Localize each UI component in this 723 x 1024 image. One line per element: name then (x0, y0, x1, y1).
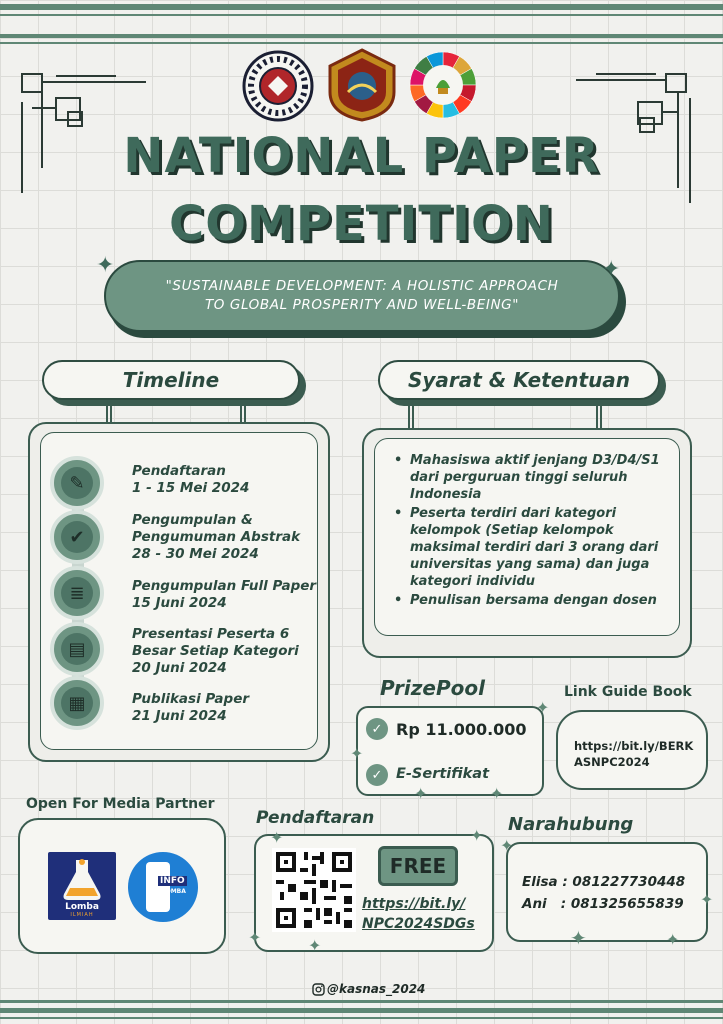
university-seal-logo (242, 50, 314, 122)
top-stripe-2 (0, 14, 723, 16)
requirements-list (392, 452, 682, 611)
qr-code-icon[interactable] (272, 848, 356, 932)
media-heading: Open For Media Partner (26, 796, 215, 812)
paper-stack-icon: ≣ (61, 577, 93, 609)
prize-certificate: E-Sertifikat (396, 766, 490, 782)
sdg-wheel-logo (408, 50, 478, 120)
contact-heading: Narahubung (508, 814, 634, 835)
sparkle-icon: ✦ (602, 257, 621, 282)
timeline-item-label: Besar Setiap Kategori (132, 643, 299, 659)
timeline-item-label: Pendaftaran (132, 463, 226, 479)
timeline-icon-3 (50, 566, 104, 620)
requirement-item: • Peserta terdiri dari kategori kelompok (Setiap kelompok maksimal terdiri dari 3 orang dari universitas yang sama) dan juga kategori individu (392, 505, 682, 590)
flask-icon (48, 856, 116, 904)
bottom-stripe-1 (0, 1000, 723, 1003)
person-pen-icon: ✎ (61, 467, 93, 499)
sparkle-icon: ✦ (570, 926, 587, 950)
sparkle-icon: ✦ (308, 936, 322, 955)
guide-link-line[interactable]: ASNPC2024 (574, 755, 650, 769)
info-i-icon (146, 862, 170, 912)
top-stripe-4 (0, 42, 723, 44)
contact-person-2: Ani : 081325655839 (522, 896, 684, 912)
guide-link-line[interactable]: https://bit.ly/BERK (574, 739, 694, 753)
timeline-item-date: 21 Juni 2024 (132, 708, 227, 724)
organization-emblem-logo (328, 48, 396, 122)
requirement-item: • Penulisan bersama dengan dosen (392, 592, 682, 609)
info-logo-subtext: LOMBA (162, 888, 186, 895)
prize-heading: PrizePool (380, 676, 485, 700)
info-lomba-logo (128, 852, 198, 922)
guide-heading: Link Guide Book (564, 684, 692, 700)
timeline-item-date: 20 Juni 2024 (132, 660, 227, 676)
timeline-connector (240, 404, 246, 424)
sparkle-icon: ✦ (500, 836, 514, 855)
requirements-header (378, 360, 660, 400)
free-badge (378, 846, 458, 886)
guide-link[interactable] (574, 738, 693, 770)
sparkle-icon: ✦ (414, 784, 428, 803)
lomba-logo-subtext: ILMIAH (70, 912, 94, 918)
timeline-connector (106, 404, 112, 424)
lomba-logo-text: Lomba (65, 902, 99, 912)
registration-link[interactable] (362, 894, 475, 934)
award-badge-icon: ✓ (366, 718, 388, 740)
requirements-heading: Syarat & Ketentuan (407, 368, 631, 392)
timeline-item-4 (132, 626, 299, 677)
registration-link-line[interactable]: NPC2024SDGs (362, 916, 475, 932)
requirements-connector (408, 404, 414, 430)
presentation-icon: ▤ (61, 633, 93, 665)
bottom-stripe-2 (0, 1008, 723, 1013)
contact-card (506, 842, 708, 942)
timeline-heading: Timeline (122, 368, 220, 392)
sparkle-icon: ✦ (270, 828, 284, 847)
timeline-item-label: Pengumuman Abstrak (132, 529, 301, 545)
timeline-item-date: 28 - 30 Mei 2024 (132, 546, 259, 562)
instagram-handle[interactable] (312, 982, 425, 996)
newspaper-icon: ▦ (61, 687, 93, 719)
timeline-item-date: 1 - 15 Mei 2024 (132, 480, 250, 496)
theme-line-1: "SUSTAINABLE DEVELOPMENT: A HOLISTIC APPROACH (165, 278, 559, 294)
prize-amount: Rp 11.000.000 (396, 720, 527, 739)
award-badge-icon: ✓ (366, 764, 388, 786)
title-line-2: COMPETITION (169, 196, 554, 252)
timeline-item-1 (132, 463, 249, 497)
sparkle-icon: ✦ (490, 784, 504, 803)
timeline-icon-5 (50, 676, 104, 730)
timeline-item-3 (132, 578, 316, 612)
free-label: FREE (389, 854, 447, 878)
info-logo-text: INFO (160, 876, 185, 886)
check-circle-icon: ✔ (61, 521, 93, 553)
timeline-item-2 (132, 512, 300, 563)
theme-line-2: TO GLOBAL PROSPERITY AND WELL-BEING" (204, 297, 520, 313)
instagram-handle-text[interactable]: @kasnas_2024 (327, 982, 426, 996)
timeline-icon-1 (50, 456, 104, 510)
sparkle-icon: ✦ (248, 928, 262, 947)
instagram-icon (312, 983, 325, 996)
sparkle-icon: ✦ (700, 890, 714, 909)
timeline-item-label: Presentasi Peserta 6 (132, 626, 290, 642)
top-stripe-1 (0, 4, 723, 10)
sparkle-icon: ✦ (666, 930, 680, 949)
timeline-item-label: Pengumpulan Full Paper (132, 578, 317, 594)
sparkle-icon: ✦ (96, 253, 115, 278)
timeline-item-date: 15 Juni 2024 (132, 595, 227, 611)
registration-link-line[interactable]: https://bit.ly/ (362, 896, 466, 912)
timeline-item-label: Pengumpulan & (132, 512, 253, 528)
title-line-1: NATIONAL PAPER (123, 128, 600, 184)
sparkle-icon: ✦ (536, 698, 550, 717)
timeline-item-label: Publikasi Paper (132, 691, 250, 707)
contact-person-1: Elisa : 081227730448 (522, 874, 686, 890)
theme-banner (104, 257, 621, 332)
sparkle-icon: ✦ (470, 826, 484, 845)
requirement-item: • Mahasiswa aktif jenjang D3/D4/S1 dari perguruan tinggi seluruh Indonesia (392, 452, 682, 503)
requirements-connector (596, 404, 602, 430)
registration-heading: Pendaftaran (256, 808, 375, 828)
timeline-header (42, 360, 300, 400)
timeline-icon-4 (50, 622, 104, 676)
sparkle-icon: ✦ (350, 744, 364, 763)
timeline-item-5 (132, 691, 249, 725)
top-stripe-3 (0, 34, 723, 38)
timeline-icon-2 (50, 510, 104, 564)
lomba-ilmiah-logo (48, 852, 116, 920)
bottom-stripe-3 (0, 1017, 723, 1019)
